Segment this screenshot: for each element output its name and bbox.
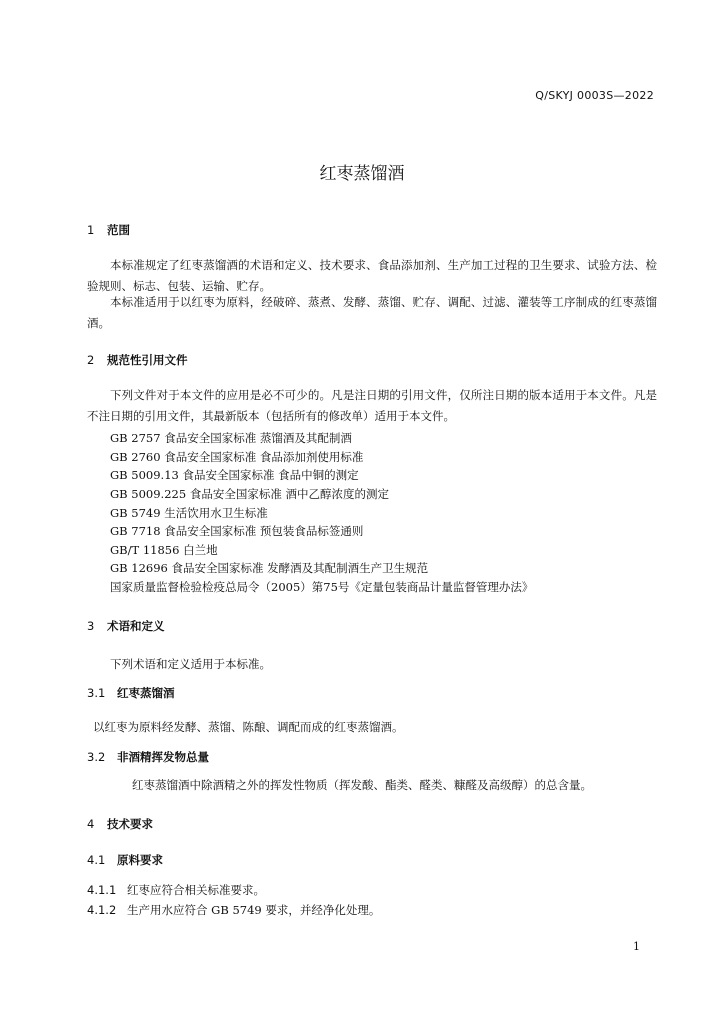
clause-text: 生产用水应符合 GB 5749 要求，并经净化处理。 (127, 903, 381, 917)
reference-item: GB 5749 生活饮用水卫生标准 (110, 506, 268, 520)
clause-item (87, 902, 380, 918)
references-intro: 下列文件对于本文件的应用是必不可少的。凡是注日期的引用文件，仅所注日期的版本适用于本文件。凡是不注日期的引用文件，其最新版本（包括所有的修改单）适用于本文件。 (87, 388, 657, 423)
section-2-heading (87, 352, 188, 368)
subsection-number: 3.2 (87, 750, 106, 764)
section-4-1-heading (87, 852, 163, 868)
reference-item: GB 12696 食品安全国家标准 发酵酒及其配制酒生产卫生规范 (110, 561, 429, 575)
clause-text: 红枣应符合相关标准要求。 (127, 883, 265, 897)
section-3-2-heading (87, 749, 209, 765)
reference-item: GB 2760 食品安全国家标准 食品添加剂使用标准 (110, 450, 364, 464)
page-number: 1 (633, 940, 640, 953)
section-number: 3 (87, 619, 95, 633)
reference-item: GB/T 11856 白兰地 (110, 543, 218, 557)
subsection-title: 原料要求 (117, 853, 163, 867)
section-3-heading (87, 618, 165, 634)
term-definition: 以红枣为原料经发酵、蒸馏、陈酿、调配而成的红枣蒸馏酒。 (93, 720, 404, 734)
reference-item: 国家质量监督检验检疫总局令（2005）第75号《定量包装商品计量监督管理办法》 (110, 580, 534, 594)
scope-paragraph-2: 本标准适用于以红枣为原料，经破碎、蒸煮、发酵、蒸馏、贮存、调配、过滤、灌装等工序制成的红枣蒸馏酒。 (87, 295, 657, 330)
section-title: 规范性引用文件 (107, 353, 188, 367)
section-number: 1 (87, 223, 95, 237)
subsection-number: 3.1 (87, 686, 106, 700)
clause-number: 4.1.1 (87, 883, 117, 897)
reference-item: GB 2757 食品安全国家标准 蒸馏酒及其配制酒 (110, 431, 352, 445)
reference-item: GB 5009.13 食品安全国家标准 食品中铜的测定 (110, 468, 359, 482)
reference-item: GB 5009.225 食品安全国家标准 酒中乙醇浓度的测定 (110, 487, 389, 501)
section-title: 技术要求 (107, 817, 153, 831)
clause-number: 4.1.2 (87, 903, 117, 917)
section-3-1-heading (87, 685, 175, 701)
subsection-number: 4.1 (87, 853, 106, 867)
scope-paragraph-1: 本标准规定了红枣蒸馏酒的术语和定义、技术要求、食品添加剂、生产加工过程的卫生要求、试验方法、检验规则、标志、包装、运输、贮存。 (87, 258, 657, 293)
section-4-heading (87, 816, 153, 832)
reference-item: GB 7718 食品安全国家标准 预包装食品标签通则 (110, 524, 364, 538)
section-title: 术语和定义 (107, 619, 165, 633)
clause-item (87, 882, 265, 898)
section-title: 范围 (107, 223, 130, 237)
section-number: 2 (87, 353, 95, 367)
subsection-title: 红枣蒸馏酒 (117, 686, 175, 700)
terms-intro: 下列术语和定义适用于本标准。 (110, 657, 271, 671)
document-title: 红枣蒸馏酒 (319, 164, 405, 184)
section-number: 4 (87, 817, 95, 831)
standard-code: Q/SKYJ 0003S—2022 (535, 89, 654, 102)
section-1-heading (87, 222, 130, 238)
term-definition: 红枣蒸馏酒中除酒精之外的挥发性物质（挥发酸、酯类、醛类、糠醛及高级醇）的总含量。 (132, 778, 592, 792)
subsection-title: 非酒精挥发物总量 (117, 750, 209, 764)
